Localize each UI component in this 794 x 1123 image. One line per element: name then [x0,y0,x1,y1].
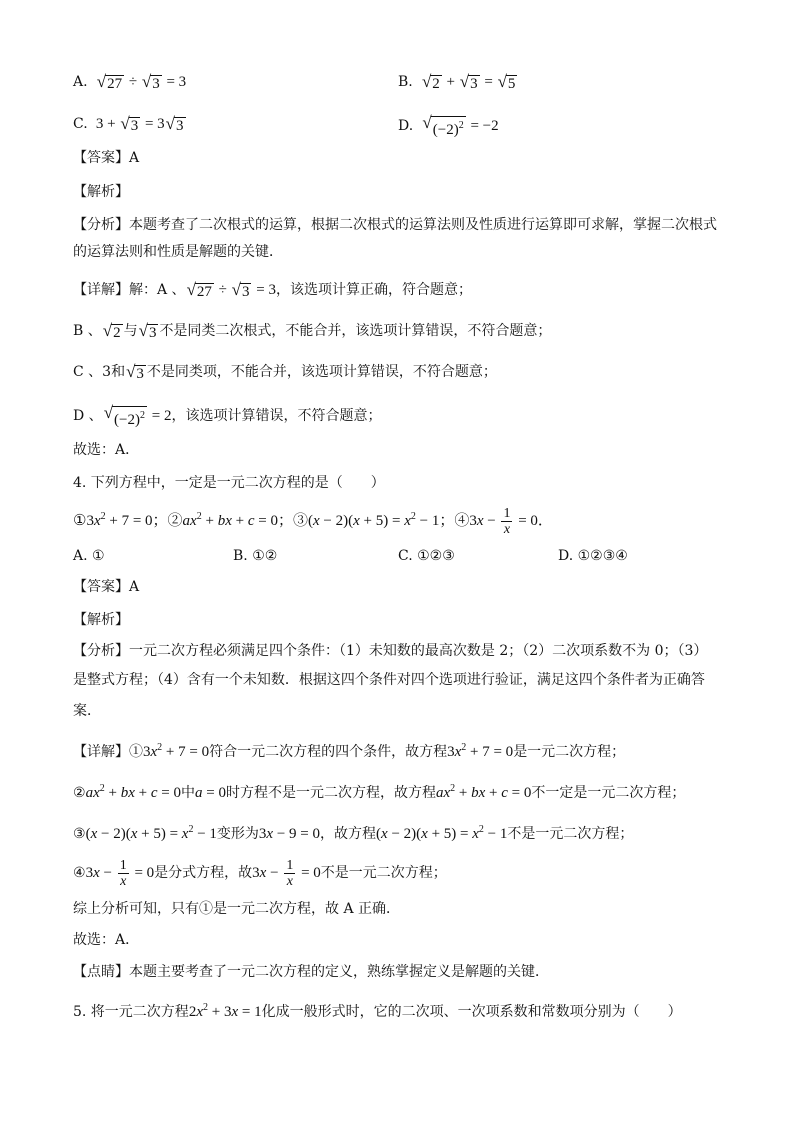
question-4-stem: 4. 下列方程中，一定是一元二次方程的是（ ） [73,475,385,491]
detail-line-b: B 、 √ 2 与 √ 3 不是同类二次根式，不能合并，该选项计算错误，不符合题意； [73,320,552,341]
option-a: A. ① [73,548,105,564]
detail-line-3: ③(x − $2)(x + 5) = x^2 - 1$变形为3x − 9 = 0，故方程$(x - 2)(x + 5) = x^2 - 1$不是一元二次方程； [73,824,634,842]
analysis-text-line: 的运算法则和性质是解题的关键． [73,244,283,260]
analysis-label: 【解析】 [73,184,129,200]
detail-line-4: ④3x − $\frac{1}{x}$ = 0是分式方程，故3x − $\frac{1}{x}$ = 0不是一元二次方程； [73,858,447,889]
option-d: D. √ $(-2)^2$ = −2 [398,113,499,138]
detail-line-a: 【详解】解：A 、 √ 27 ÷ √ 3 = 3，该选项计算正确，符合题意； [73,279,472,300]
question-5-stem: 5. 将一元二次方程$2x^2 + 3x = 1$化成一般形式时，它的二次项、一次项系数和常数项分别为（ ） [73,1002,682,1020]
summary-line: 综上分析可知，只有①是一元二次方程，故 A 正确． [73,901,401,917]
option-b: B. √ 2 + √ 3 = √ 5 [398,71,516,92]
choice-conclusion: 故选：A． [73,442,140,458]
analysis-label: 【解析】 [73,612,129,628]
answer-label: 【答案】A [73,150,140,166]
detail-line-2: $②ax^2$ + bx + c = 0中a = 0时方程不是一元二次方程，故方程$ax^2$ + bx + c = 0不一定是一元二次方程； [73,783,686,801]
detail-line-d: D 、 √ $(-2)^2$ = 2，该选项计算错误，不符合题意； [73,403,382,428]
detail-line-c: C 、3和 √ 3 不是同类项，不能合并，该选项计算错误，不符合题意； [73,361,497,382]
analysis-text-line: 是整式方程；（4）含有一个未知数．根据这四个条件对四个选项进行验证，满足这四个条件者为正确答 [73,672,705,688]
analysis-text-line: 【分析】一元二次方程必须满足四个条件：（1）未知数的最高次数是 2；（2）二次项系数不为 0；（3） [73,643,708,659]
key-point-line: 【点睛】本题主要考查了一元二次方程的定义，熟练掌握定义是解题的关键． [73,964,549,980]
option-c: C. 3 + √ 3 = 3 √ 3 [73,113,184,134]
option-c: C. ①②③ [398,548,455,564]
analysis-text-line: 案． [73,703,101,719]
question-4-equations: $①3x^2 + 7 = 0$；$②ax^2$ + bx + c = 0；③(x − $2)(x + 5) = x^2 - 1$；④3x − $\frac{1}{x}$ = 0． [73,506,553,537]
analysis-text-line: 【分析】本题考查了二次根式的运算，根据二次根式的运算法则及性质进行运算即可求解，掌握二次根式 [73,217,717,233]
choice-conclusion: 故选：A． [73,932,140,948]
detail-line-1: 【详解】$①3x^2 + 7 = 0$符合一元二次方程的四个条件，故方程$3x^2 + 7 = 0$是一元二次方程； [73,742,626,760]
option-a: A. √ 27 ÷ √ 3 = 3 [73,71,187,92]
answer-label: 【答案】A [73,579,140,595]
option-b: B. ①② [233,548,278,564]
option-d: D. ①②③④ [558,548,628,564]
